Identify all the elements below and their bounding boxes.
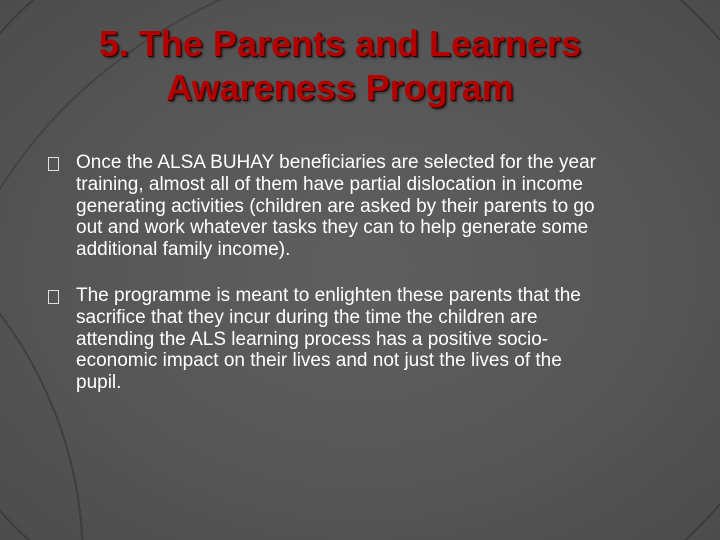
slide-title-line-1: 5. The Parents and Learners — [98, 23, 582, 64]
slide-title — [20, 22, 660, 110]
bullet-item — [48, 152, 610, 261]
slide-title-line-2: Awareness Program — [166, 67, 514, 108]
bullet-text: Once the ALSA BUHAY beneficiaries are selected for the year training, almost all of them have partial dislocation in income generating activities (children are asked by their parents to go out and work whatever tasks they can to help generate some additional family income). — [76, 152, 596, 261]
bullet-box-icon — [48, 155, 76, 173]
bullet-item — [48, 285, 610, 394]
bullet-list — [48, 152, 610, 418]
bullet-text: The programme is meant to enlighten these parents that the sacrifice that they incur during the time the children are attending the ALS learning process has a positive socio-economic impact on their lives and not just the lives of the pupil. — [76, 284, 581, 394]
bullet-box-icon — [48, 288, 76, 306]
